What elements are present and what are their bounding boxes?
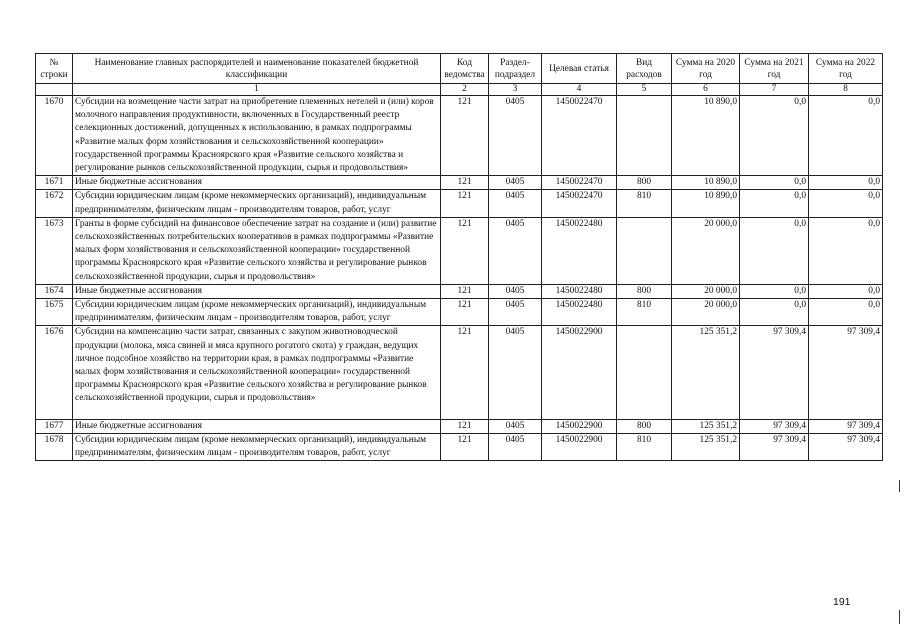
row-target-article: 1450022900 bbox=[542, 433, 617, 460]
row-number: 1673 bbox=[36, 217, 73, 284]
row-expense-type: 800 bbox=[617, 419, 672, 433]
row-sum-2021: 0,0 bbox=[740, 190, 809, 217]
header-sum-2021: Сумма на 2021 год bbox=[740, 54, 809, 84]
row-name: Субсидии на возмещение части затрат на приобретение племенных нетелей и (или) коров молочного направления продуктивности, включенных в Государственный реестр селекционных достижений, допущенных к использованию, в рамках подпрограммы «Развитие малых форм хозяйствования и сельскохозяйственной кооперации» государственной программы Красноярского края «Развитие сельского хозяйства и регулирование рынков сельскохозяйственной продукции, сырья и продовольствия» bbox=[73, 96, 441, 176]
row-section: 0405 bbox=[489, 326, 542, 419]
row-expense-type: 810 bbox=[617, 190, 672, 217]
row-sum-2022: 0,0 bbox=[809, 217, 883, 284]
row-number: 1674 bbox=[36, 284, 73, 298]
row-dept-code: 121 bbox=[441, 176, 489, 190]
row-sum-2020: 20 000,0 bbox=[672, 217, 740, 284]
row-name: Субсидии юридическим лицам (кроме некоммерческих организаций), индивидуальным предпринимателям, физическим лицам - производителям товаров, работ, услуг bbox=[73, 190, 441, 217]
row-sum-2021: 0,0 bbox=[740, 217, 809, 284]
row-number: 1675 bbox=[36, 299, 73, 326]
table-row bbox=[36, 217, 883, 284]
header-name: Наименование главных распорядителей и наименование показателей бюджетной классификации bbox=[73, 54, 441, 84]
row-sum-2022: 0,0 bbox=[809, 96, 883, 176]
table-row bbox=[36, 299, 883, 326]
row-sum-2020: 20 000,0 bbox=[672, 284, 740, 298]
row-name: Субсидии юридическим лицам (кроме некоммерческих организаций), индивидуальным предпринимателям, физическим лицам - производителям товаров, работ, услуг bbox=[73, 299, 441, 326]
row-target-article: 1450022470 bbox=[542, 190, 617, 217]
row-name: Субсидии юридическим лицам (кроме некоммерческих организаций), индивидуальным предпринимателям, физическим лицам - производителям товаров, работ, услуг bbox=[73, 433, 441, 460]
row-sum-2021: 0,0 bbox=[740, 176, 809, 190]
row-dept-code: 121 bbox=[441, 419, 489, 433]
row-sum-2021: 97 309,4 bbox=[740, 419, 809, 433]
row-section: 0405 bbox=[489, 217, 542, 284]
row-dept-code: 121 bbox=[441, 284, 489, 298]
row-name: Гранты в форме субсидий на финансовое обеспечение затрат на создание и (или) развитие сельскохозяйственных потребительских кооперативов в рамках подпрограммы «Развитие малых форм хозяйствования и сельскохозяйственной кооперации» государственной программы Красноярского края «Развитие сельского хозяйства и регулирование рынков сельскохозяйственной продукции, сырья и продовольствия» bbox=[73, 217, 441, 284]
row-sum-2020: 20 000,0 bbox=[672, 299, 740, 326]
row-number: 1676 bbox=[36, 326, 73, 419]
row-expense-type: 800 bbox=[617, 284, 672, 298]
row-sum-2022: 0,0 bbox=[809, 284, 883, 298]
row-sum-2021: 97 309,4 bbox=[740, 433, 809, 460]
table-row bbox=[36, 419, 883, 433]
row-target-article: 1450022480 bbox=[542, 217, 617, 284]
column-number: 2 bbox=[441, 84, 489, 96]
table-row bbox=[36, 96, 883, 176]
row-dept-code: 121 bbox=[441, 190, 489, 217]
row-sum-2022: 0,0 bbox=[809, 176, 883, 190]
row-dept-code: 121 bbox=[441, 96, 489, 176]
row-sum-2020: 125 351,2 bbox=[672, 433, 740, 460]
row-expense-type: 810 bbox=[617, 433, 672, 460]
row-sum-2022: 97 309,4 bbox=[809, 433, 883, 460]
column-number: 5 bbox=[617, 84, 672, 96]
column-number: 8 bbox=[809, 84, 883, 96]
row-target-article: 1450022470 bbox=[542, 96, 617, 176]
row-dept-code: 121 bbox=[441, 326, 489, 419]
header-target-article: Целевая статья bbox=[542, 54, 617, 84]
header-row-number: № строки bbox=[36, 54, 73, 84]
row-sum-2021: 97 309,4 bbox=[740, 326, 809, 419]
row-sum-2021: 0,0 bbox=[740, 96, 809, 176]
column-number: 3 bbox=[489, 84, 542, 96]
row-dept-code: 121 bbox=[441, 433, 489, 460]
row-expense-type bbox=[617, 326, 672, 419]
row-expense-type: 810 bbox=[617, 299, 672, 326]
row-section: 0405 bbox=[489, 190, 542, 217]
row-name: Иные бюджетные ассигнования bbox=[73, 419, 441, 433]
row-sum-2021: 0,0 bbox=[740, 284, 809, 298]
row-target-article: 1450022480 bbox=[542, 299, 617, 326]
row-target-article: 1450022900 bbox=[542, 419, 617, 433]
row-section: 0405 bbox=[489, 419, 542, 433]
row-dept-code: 121 bbox=[441, 217, 489, 284]
table-row bbox=[36, 190, 883, 217]
scan-edge-mark bbox=[899, 610, 900, 624]
header-dept-code: Код ведомства bbox=[441, 54, 489, 84]
header-sum-2020: Сумма на 2020 год bbox=[672, 54, 740, 84]
row-section: 0405 bbox=[489, 96, 542, 176]
column-number: 4 bbox=[542, 84, 617, 96]
row-section: 0405 bbox=[489, 284, 542, 298]
row-sum-2021: 0,0 bbox=[740, 299, 809, 326]
row-sum-2020: 10 890,0 bbox=[672, 190, 740, 217]
row-target-article: 1450022900 bbox=[542, 326, 617, 419]
page-number: 191 bbox=[833, 596, 851, 608]
row-number: 1670 bbox=[36, 96, 73, 176]
column-number: 6 bbox=[672, 84, 740, 96]
table-row bbox=[36, 326, 883, 419]
row-number: 1677 bbox=[36, 419, 73, 433]
row-section: 0405 bbox=[489, 299, 542, 326]
budget-table bbox=[35, 53, 883, 461]
row-name: Субсидии на компенсацию части затрат, связанных с закупом животноводческой продукции (молока, мяса свиней и мяса крупного рогатого скота) у граждан, ведущих личное подсобное хозяйство на территории края, в рамках подпрограммы «Развитие малых форм хозяйствования и сельскохозяйственной кооперации» государственной программы Красноярского края «Развитие сельского хозяйства и регулирование рынков сельскохозяйственной продукции, сырья и продовольствия» bbox=[73, 326, 441, 419]
table-header-row bbox=[36, 54, 883, 84]
column-number-blank bbox=[36, 84, 73, 96]
row-expense-type bbox=[617, 217, 672, 284]
row-sum-2022: 97 309,4 bbox=[809, 326, 883, 419]
row-number: 1672 bbox=[36, 190, 73, 217]
row-name: Иные бюджетные ассигнования bbox=[73, 176, 441, 190]
row-sum-2022: 0,0 bbox=[809, 190, 883, 217]
row-section: 0405 bbox=[489, 176, 542, 190]
column-number-row bbox=[36, 84, 883, 96]
row-name: Иные бюджетные ассигнования bbox=[73, 284, 441, 298]
row-expense-type bbox=[617, 96, 672, 176]
header-expense-type: Вид расходов bbox=[617, 54, 672, 84]
row-target-article: 1450022470 bbox=[542, 176, 617, 190]
scan-edge-mark bbox=[899, 480, 900, 492]
row-sum-2022: 97 309,4 bbox=[809, 419, 883, 433]
row-sum-2020: 125 351,2 bbox=[672, 326, 740, 419]
row-section: 0405 bbox=[489, 433, 542, 460]
row-expense-type: 800 bbox=[617, 176, 672, 190]
column-number: 1 bbox=[73, 84, 441, 96]
table-row bbox=[36, 433, 883, 460]
row-sum-2020: 10 890,0 bbox=[672, 176, 740, 190]
table-row bbox=[36, 284, 883, 298]
header-sum-2022: Сумма на 2022 год bbox=[809, 54, 883, 84]
row-sum-2022: 0,0 bbox=[809, 299, 883, 326]
row-target-article: 1450022480 bbox=[542, 284, 617, 298]
row-sum-2020: 10 890,0 bbox=[672, 96, 740, 176]
row-number: 1678 bbox=[36, 433, 73, 460]
row-dept-code: 121 bbox=[441, 299, 489, 326]
table-row bbox=[36, 176, 883, 190]
row-sum-2020: 125 351,2 bbox=[672, 419, 740, 433]
header-section: Раздел-подраздел bbox=[489, 54, 542, 84]
row-number: 1671 bbox=[36, 176, 73, 190]
column-number: 7 bbox=[740, 84, 809, 96]
